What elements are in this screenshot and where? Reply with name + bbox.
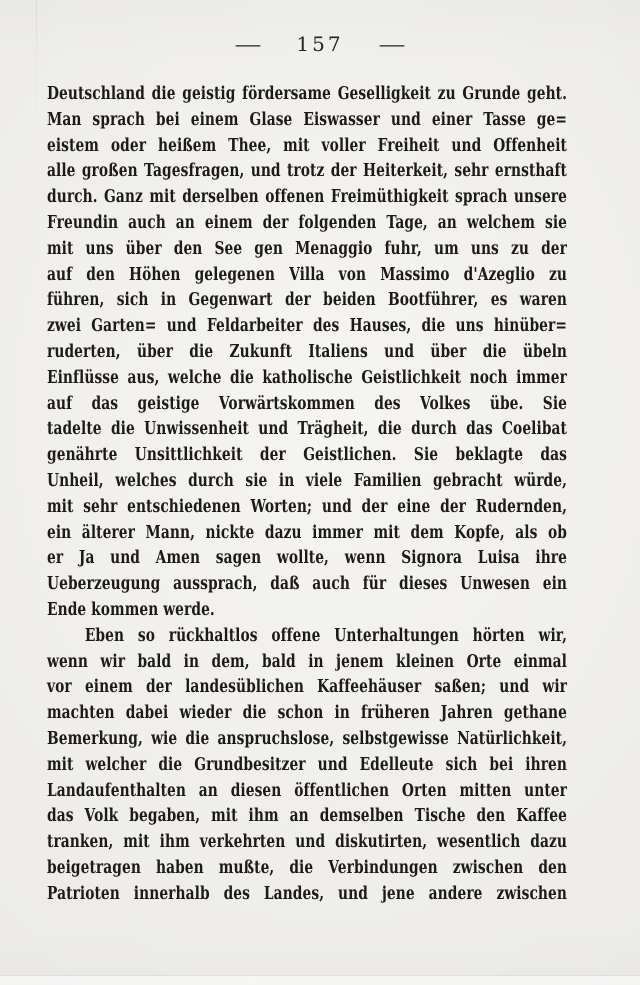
paragraph [47, 624, 567, 908]
text-line: alle großen Tagesfragen, und trotz der Heiterkeit, sehr ernsthaft [47, 161, 568, 182]
text-line: das Volk begaben, mit ihm an demselben Tische den Kaffee [47, 806, 568, 827]
text-line: Einflüsse aus, welche die katholische Geistlichkeit noch immer [47, 367, 568, 388]
text-line: Landaufenthalten an diesen öffentlichen Orten mitten unter [47, 780, 568, 801]
text-line: Man sprach bei einem Glase Eiswasser und einer Tasse ge= [47, 109, 568, 130]
text-line: mit welcher die Grundbesitzer und Edelleute sich bei ihren [47, 754, 568, 775]
text-line: tranken, mit ihm verkehrten und diskutirten, wesentlich dazu [47, 832, 568, 853]
page-bottom-edge [0, 976, 640, 985]
text-line: ein älterer Mann, nickte dazu immer mit dem Kopfe, als ob [47, 522, 568, 543]
text-line: machten dabei wieder die schon in früheren Jahren gethane [47, 703, 568, 724]
text-line: Patrioten innerhalb des Landes, und jene andere zwischen [47, 883, 568, 904]
text-line: auf das geistige Vorwärtskommen des Volkes übe. Sie [47, 393, 568, 414]
text-line: er Ja und Amen sagen wollte, wenn Signora Luisa ihre [47, 548, 568, 569]
header-dash-right: — [378, 32, 406, 56]
text-line: Ende kommen werde. [47, 599, 215, 620]
text-line: Ueberzeugung aussprach, daß auch für dieses Unwesen ein [47, 574, 568, 595]
text-line: durch. Ganz mit derselben offenen Freimüthigkeit sprach unsere [47, 187, 568, 208]
text-line: Eben so rückhaltlos offene Unterhaltungen hörten wir, [84, 625, 568, 646]
text-line: vor einem der landesüblichen Kaffeehäuser saßen; und wir [47, 677, 568, 698]
text-line: mit sehr entschiedenen Worten; und der eine der Rudernden, [47, 496, 568, 517]
text-line: Unheil, welches durch sie in viele Familien gebracht würde, [47, 470, 568, 491]
paper-crease [36, 0, 37, 150]
paragraph [47, 82, 567, 624]
text-line: führen, sich in Gegenwart der beiden Bootführer, es waren [47, 290, 568, 311]
text-line: ruderten, über die Zukunft Italiens und über die übeln [47, 341, 568, 362]
text-line: zwei Garten= und Feldarbeiter des Hauses, die uns hinüber= [47, 316, 568, 337]
text-line: Bemerkung, wie die anspruchslose, selbstgewisse Natürlichkeit, [47, 728, 568, 749]
text-line: wenn wir bald in dem, bald in jenem kleinen Orte einmal [47, 651, 568, 672]
text-block [47, 82, 567, 908]
text-line: mit uns über den See gen Menaggio fuhr, um uns zu der [47, 238, 568, 259]
text-line: Deutschland die geistig fördersame Geselligkeit zu Grunde geht. [47, 84, 568, 104]
text-line: eistem oder heißem Thee, mit voller Freiheit und Offenheit [47, 135, 568, 156]
page-number: 157 [296, 32, 344, 56]
page-header [0, 32, 640, 56]
text-line: beigetragen haben mußte, die Verbindungen zwischen den [47, 857, 568, 878]
text-line: genährte Unsittlichkeit der Geistlichen. Sie beklagte das [47, 445, 568, 466]
text-line: Freundin auch an einem der folgenden Tage, an welchem sie [47, 212, 568, 233]
text-line: auf den Höhen gelegenen Villa von Massimo d'Azeglio zu [47, 264, 568, 285]
text-line: tadelte die Unwissenheit und Trägheit, die durch das Coelibat [47, 419, 568, 440]
header-dash-left: — [234, 32, 262, 56]
